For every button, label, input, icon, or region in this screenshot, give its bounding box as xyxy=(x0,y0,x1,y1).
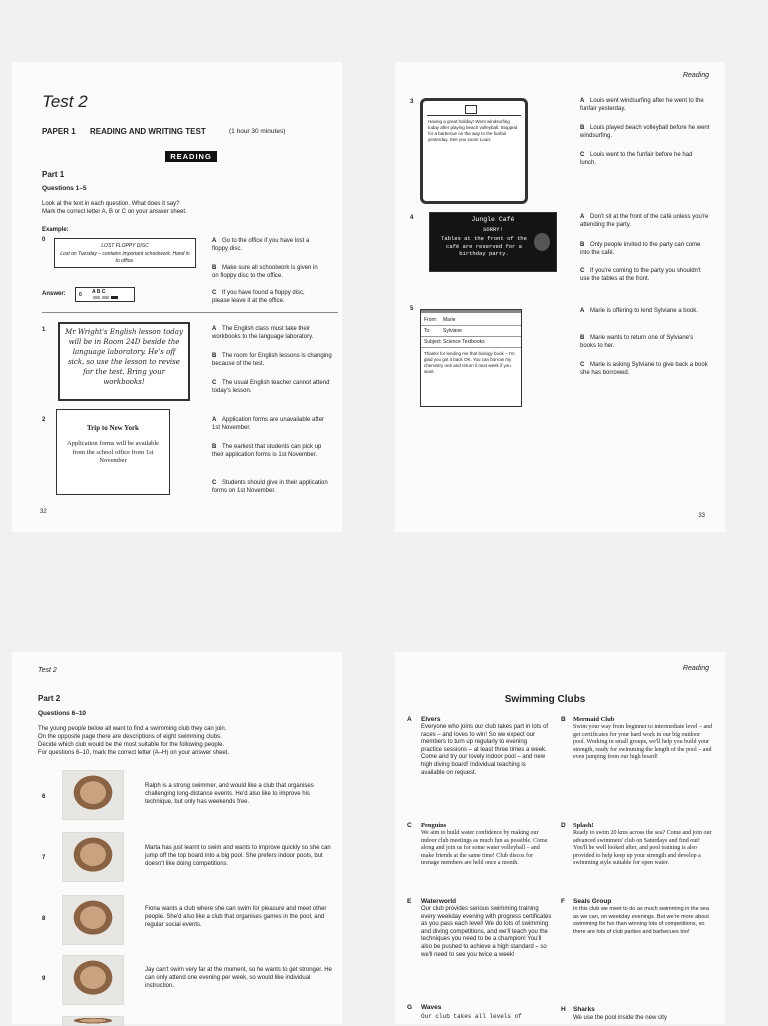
person-7-number: 7 xyxy=(42,855,46,861)
club-h-text: We use the pool inside the new city xyxy=(573,1015,667,1021)
person-9-number: 9 xyxy=(42,976,46,982)
questions-heading: Questions 6–10 xyxy=(38,710,87,717)
q4-option-a: A Don't sit at the front of the café unless you're attending the party. xyxy=(580,214,709,228)
page-34 xyxy=(12,652,342,1024)
intro-line-2: On the opposite page there are descriptions of eight swimming clubs. xyxy=(38,734,222,740)
club-f-text: In this club we meet to do as much swimming in the sea as we can, on weekday evenings. But we're more about swimming for fun than winning lots of competitions, so there are lots of club parties and barbecues too! xyxy=(573,906,710,935)
envelope-icon xyxy=(465,105,477,114)
person-7-text: Marta has just learnt to swim and wants to improve quickly so she can jump off the top board into a big pool. She prefers indoor pools, but doesn't like doing competitions. xyxy=(145,845,331,867)
intro-line-1: The young people below all want to find a swimming club they can join. xyxy=(38,726,227,732)
intro-line-3: Decide which club would be the most suitable for the following people. xyxy=(38,742,225,748)
club-b-text: Swim your way from beginner to intermediate level – and get certificates for your hard work in our big outdoor pool. Working in small groups, we'll help you build your strength, ready for swimming the length of the pool – and even jumping from our high board! xyxy=(573,724,713,761)
example-number: 0 xyxy=(42,237,46,243)
page-33 xyxy=(395,62,725,532)
test-title: Test 2 xyxy=(42,92,88,111)
club-h-letter: H xyxy=(561,1006,566,1013)
answer-label: Answer: xyxy=(42,291,66,297)
q1-option-a: A The English class must take their workbooks to the language laboratory. xyxy=(212,326,314,340)
q4-option-b: B Only people invited to the party can come into the café. xyxy=(580,242,701,256)
club-g-text: Our club takes all levels of xyxy=(421,1013,522,1020)
example-label: Example: xyxy=(42,227,69,233)
paper-label: PAPER 1 xyxy=(42,127,76,136)
q2-notice-board: Trip to New York Application forms will be available from the school office from 1st November xyxy=(56,409,170,495)
club-a-name: Elvers xyxy=(421,716,441,723)
page-32 xyxy=(12,62,342,532)
answer-mark-filled xyxy=(111,296,118,299)
person-10-photo xyxy=(62,1016,124,1026)
person-8-photo xyxy=(62,895,124,945)
q3-option-c: C Louis went to the funfair before he had lunch. xyxy=(580,152,693,166)
q1-handwritten-note: Mr Wright's English lesson today will be in Room 24D beside the language laboratory. He's off sick, so use the lesson to revise for the test. Bring your workbooks! xyxy=(58,322,190,401)
paper-duration: (1 hour 30 minutes) xyxy=(229,128,286,135)
club-e-letter: E xyxy=(407,898,412,905)
person-6-text: Ralph is a strong swimmer, and would like a club that organises challenging long-distance events. He'd also like to improve his technique, but only has weekends free. xyxy=(145,783,314,805)
answer-mark xyxy=(93,296,100,299)
part-heading: Part 1 xyxy=(42,170,65,179)
club-g-name: Waves xyxy=(421,1004,442,1011)
club-d-letter: D xyxy=(561,822,566,829)
page-number: 32 xyxy=(40,509,47,515)
page-35 xyxy=(395,652,725,1024)
q3-option-a: A Louis went windsurfing after he went to the funfair yesterday. xyxy=(580,98,704,112)
club-c-name: Penguins xyxy=(421,822,447,829)
q3-mobile-phone: Having a great holiday! Went windsurfing today after playing beach volleyball. Stopped for a barbecue on the way to the funfair yesterday. See you soon! Louis xyxy=(420,98,528,204)
q5-option-c: C Marie is asking Sylviane to give back a book she has borrowed. xyxy=(580,362,708,376)
instructions-line-2: Mark the correct letter A, B or C on your answer sheet. xyxy=(42,209,187,215)
club-a-text: Everyone who joins our club takes part in lots of races – and loves to win! So we expect our members to turn up regularly to evening practice sessions – at least three times a week. Come and try our lovely indoor pool – and new high diving board! Individual teaching is available on request. xyxy=(421,724,549,776)
question-2-number: 2 xyxy=(42,417,46,423)
page-number: 33 xyxy=(698,513,705,519)
question-4-number: 4 xyxy=(410,215,414,221)
section-banner: READING xyxy=(165,151,217,162)
question-1-number: 1 xyxy=(42,327,46,333)
club-c-text: We aim to build water confidence by making our indoor club meetings as much fun as possible. Come along and join us for some water volleyball – and make friends at the same time! Club discos for teenage members are held once a month. xyxy=(421,830,548,867)
person-8-number: 8 xyxy=(42,916,46,922)
question-5-number: 5 xyxy=(410,306,414,312)
q5-email-window: From: Marie To: Sylviane Subject: Science Textbooks Thanks for lending me that biology book – I'm glad you got it back OK. You can borrow my chemistry one and return it next week if you want. xyxy=(420,309,522,407)
answer-box: 0 A B C xyxy=(75,287,135,302)
part-heading: Part 2 xyxy=(38,694,61,703)
question-3-number: 3 xyxy=(410,99,414,105)
person-9-text: Jay can't swim very far at the moment, so he wants to get stronger. He can only attend one evening per week, so would like individual instruction. xyxy=(145,967,332,989)
notice-body: Lost on Tuesday – contains important schoolwork. Hand in to office. xyxy=(60,251,190,264)
club-f-letter: F xyxy=(561,898,565,905)
instructions-line-1: Look at the text in each question. What does it say? xyxy=(42,201,180,207)
example-option-b: B Make sure all schoolwork is given in on floppy disc to the office. xyxy=(212,265,318,279)
club-d-text: Ready to swim 20 kms across the sea? Come and join our advanced swimmers' club on Saturdays and find out! You'll be well looked after, and pool training is also provided to help keep up your strength and develop a swimming style suitable for open water. xyxy=(573,830,712,867)
answer-mark xyxy=(102,296,109,299)
example-option-c: C If you have found a floppy disc, please leave it at the office. xyxy=(212,290,305,304)
person-9-photo xyxy=(62,955,124,1005)
club-c-letter: C xyxy=(407,822,412,829)
q5-option-b: B Marie wants to return one of Sylviane's books to her. xyxy=(580,335,694,349)
divider xyxy=(42,312,338,313)
example-option-a: A Go to the office if you have lost a floppy disc. xyxy=(212,238,310,252)
q1-option-b: B The room for English lessons is changing because of the test. xyxy=(212,353,332,367)
club-d-name: Splash! xyxy=(573,822,594,829)
paper-name: READING AND WRITING TEST xyxy=(90,127,206,136)
person-6-photo xyxy=(62,770,124,820)
q2-option-c: C Students should give in their application forms on 1st November. xyxy=(212,480,328,494)
monkey-icon xyxy=(534,233,550,251)
club-e-text: Our club provides serious swimming training every weekday evening with progress certificates as you pass each level! We do lots of swimming and diving competitions, and we'll teach you the techniques you need to be a champion! You'll also be pushed to achieve a high standard – so we'll need to see you twice a week! xyxy=(421,906,552,958)
q5-option-a: A Marie is offering to lend Sylviane a book. xyxy=(580,308,698,314)
club-h-name: Sharks xyxy=(573,1006,595,1013)
person-6-number: 6 xyxy=(42,794,46,800)
club-b-name: Mermaid Club xyxy=(573,716,615,723)
club-a-letter: A xyxy=(407,716,412,723)
club-f-name: Seals Group xyxy=(573,898,612,905)
club-g-letter: G xyxy=(407,1004,413,1011)
q2-option-b: B The earliest that students can pick up their application forms is 1st November. xyxy=(212,444,322,458)
q4-jungle-cafe-sign: Jungle Café SORRY! Tables at the front of the café are reserved for a birthday party. xyxy=(429,212,557,272)
q1-option-c: C The usual English teacher cannot attend today's lesson. xyxy=(212,380,330,394)
q3-option-b: B Louis played beach volleyball before he went windsurfing. xyxy=(580,125,710,139)
club-b-letter: B xyxy=(561,716,566,723)
clubs-title: Swimming Clubs xyxy=(504,694,586,705)
club-e-name: Waterworld xyxy=(421,898,457,905)
questions-heading: Questions 1–5 xyxy=(42,185,87,192)
running-header: Reading xyxy=(682,665,709,672)
lost-floppy-notice xyxy=(54,238,196,268)
q2-option-a: A Application forms are unavailable after 1st November. xyxy=(212,417,325,431)
person-8-text: Fiona wants a club where she can swim for pleasure and meet other people. She'd also like a club that organises games in the pool, and regular social events. xyxy=(145,906,327,928)
intro-line-4: For questions 6–10, mark the correct letter (A–H) on your answer sheet. xyxy=(38,750,230,756)
person-7-photo xyxy=(62,832,124,882)
q4-option-c: C If you're coming to the party you shouldn't use the tables at the front. xyxy=(580,268,701,282)
notice-title: LOST FLOPPY DISC xyxy=(101,243,149,249)
running-header: Test 2 xyxy=(38,667,57,674)
running-header: Reading xyxy=(682,72,709,79)
